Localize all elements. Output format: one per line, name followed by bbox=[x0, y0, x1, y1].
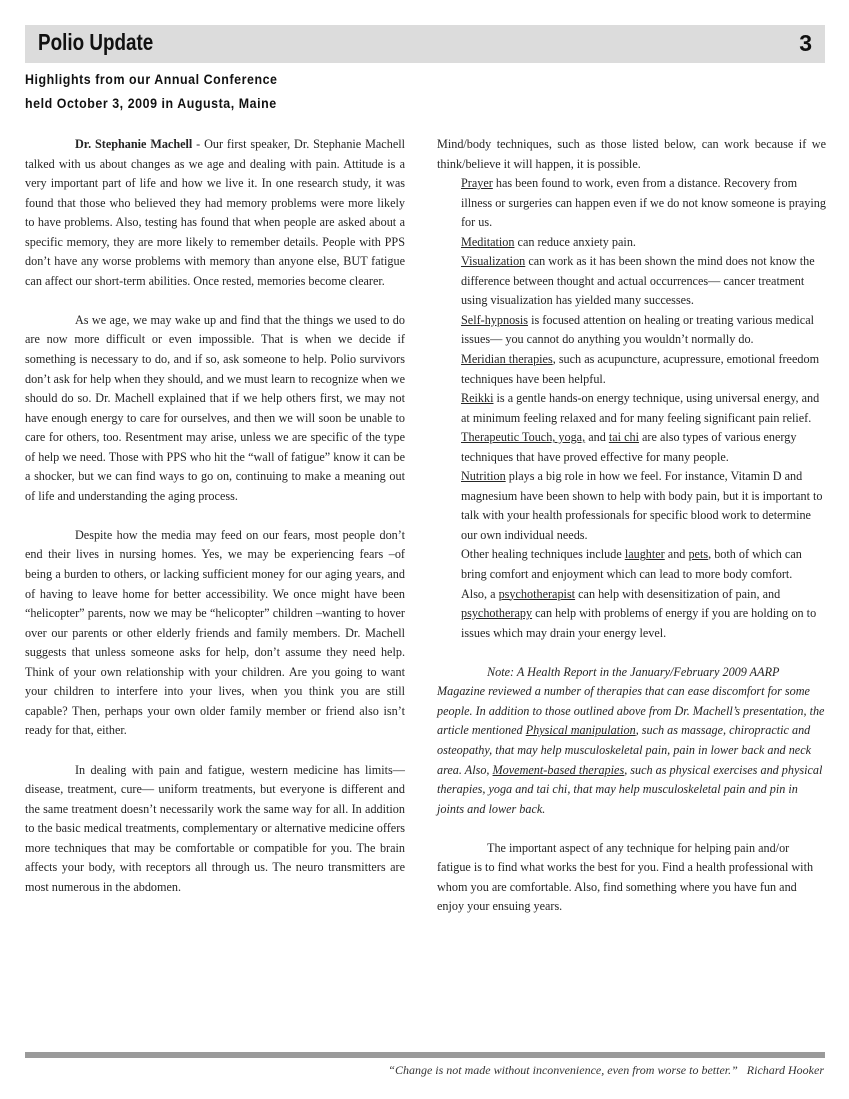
paragraph-speaker-intro bbox=[25, 135, 405, 291]
text: and bbox=[585, 430, 609, 445]
technique-prayer bbox=[437, 174, 826, 233]
text: Note: A Health Report in the January/February 2009 AARP Magazine reviewed a number of therapies that can ease discomfort for some people. In addition to those outlined above from Dr. Machell’s presentation, the article mentioned bbox=[437, 664, 825, 738]
speaker-name: Dr. Stephanie Machell bbox=[75, 137, 193, 151]
term: tai chi bbox=[608, 430, 639, 445]
technique-other bbox=[437, 545, 826, 584]
term: psychotherapy bbox=[461, 606, 533, 621]
text: can reduce anxiety pain. bbox=[514, 234, 636, 249]
quote-text: “Change is not made without inconvenience, even from worse to better.” bbox=[388, 1063, 738, 1077]
text: is focused attention on healing or treating various medical issues— you cannot do anything you wouldn’t normally do. bbox=[461, 312, 815, 347]
page-number: 3 bbox=[799, 30, 812, 56]
text: can help with problems of energy if you are holding on to issues which may drain your energy level. bbox=[461, 606, 817, 640]
term: Visualization bbox=[461, 254, 526, 269]
text: Other healing techniques include bbox=[461, 547, 625, 562]
term: Nutrition bbox=[461, 469, 506, 484]
text: can help with desensitization of pain, and bbox=[575, 586, 781, 601]
term: Reikki bbox=[461, 391, 494, 406]
quote-author: Richard Hooker bbox=[746, 1063, 824, 1077]
term: Physical manipulation bbox=[525, 723, 636, 738]
subheadline-line-2: held October 3, 2009 in Augusta, Maine bbox=[25, 96, 277, 111]
term: Meridian therapies bbox=[461, 352, 553, 367]
text: can work as it has been shown the mind does not know the difference between thought and actual occurrences— cancer treatment using visualization has yielded many successes. bbox=[461, 254, 815, 308]
paragraph-fears: Despite how the media may feed on our fears, most people don’t end their lives in nursing homes. Yes, we may be experiencing fears –of being a burden to others, or lacking sufficient money for our aging years, and of having to leave home for better accessibility. We once might have been “helicopter” parents, now we may be “helicopter” children –wanting to hover over our parents or other elderly friends and family members. Dr. Machell suggests that unless someone asks for help, don’t assume they need help. Think of your own relationship with your children. Are you going to want your children to interfere into your lives, when you think you are still capable? Then, perhaps your own older family member or friend also isn’t ready for that, either. bbox=[25, 527, 405, 738]
paragraph-pain-fatigue: In dealing with pain and fatigue, western medicine has limits— disease, treatment, cure— uniform treatments, but everyone is different and the same treatment doesn’t necessarily work the same way for all. In addition to the basic medical treatments, complementary or alternative medicine offers more techniques that may be comfortable or compatible for you. The brain affects your body, with receptors all through us. The neuro transmitters are most numerous in the abdomen. bbox=[25, 762, 405, 894]
text: is a gentle hands-on energy technique, using universal energy, and at minimum feeling relaxed and for many feeling significant pain relief. bbox=[461, 391, 820, 425]
term: psychotherapist bbox=[498, 586, 576, 601]
term: Movement-based therapies bbox=[492, 762, 625, 777]
footer-rule bbox=[25, 1052, 825, 1058]
term: Therapeutic Touch, yoga, bbox=[461, 430, 586, 445]
term: Prayer bbox=[461, 176, 493, 191]
technique-meditation bbox=[437, 233, 826, 253]
technique-visualization bbox=[437, 252, 826, 311]
text: , such as physical exercises and physical therapies, yoga and tai chi, that may help musculoskeletal pain and pin in joints and lower back. bbox=[437, 762, 823, 816]
text: are also types of various energy techniques that have proved effective for many people. bbox=[461, 430, 797, 464]
text: has been found to work, even from a distance. Recovery from illness or surgeries can happen even if we do not know someone is praying for us. bbox=[461, 176, 826, 230]
paragraph-text: - Our first speaker, Dr. Stephanie Machell talked with us about changes as we age and dealing with pain. Attitude is a very important part of life and how we live it. In one research study, it was found that those who believed they had memory problems were more likely to have problems. Also, testing has found that when people are asked about a specific memory, they are more likely to remember details. People with PPS don’t have any worse problems with memory than anyone else, BUT fatigue can affect our short-term abilities. Once rested, memories become clearer. bbox=[25, 137, 405, 288]
text: , both of which can bring comfort and enjoyment which can lead to more body comfort. bbox=[461, 547, 802, 582]
technique-self-hypnosis bbox=[437, 311, 826, 350]
text: plays a big role in how we feel. For instance, Vitamin D and magnesium have been shown to help with body pain, but it is important to talk with your health professionals for specific blood work to determine our own individual needs. bbox=[461, 469, 823, 542]
footer-quote bbox=[388, 1063, 824, 1078]
technique-psychotherapy bbox=[437, 585, 826, 644]
health-report-note bbox=[437, 663, 826, 819]
term: pets bbox=[688, 547, 709, 562]
techniques-intro: Mind/body techniques, such as those listed below, can work because if we think/believe it will happen, it is possible. bbox=[437, 137, 826, 171]
text: , such as massage, chiropractic and osteopathy, that may help musculoskeletal pain, pain in lower back and neck area. Also, bbox=[437, 723, 812, 777]
term: Meditation bbox=[461, 234, 515, 249]
text: Also, a bbox=[461, 586, 499, 601]
text: and bbox=[664, 547, 689, 562]
technique-nutrition bbox=[437, 467, 826, 545]
newsletter-title: Polio Update bbox=[38, 29, 154, 55]
term: laughter bbox=[624, 547, 665, 562]
paragraph-aging: As we age, we may wake up and find that the things we used to do are now more difficult or even impossible. That is when we decide if something is necessary to do, and if so, ask someone to help. Polio survivors don’t ask for help when they should, and we must learn to recognize when we should do so. Dr. Machell explained that if we help others first, we may not have enough energy to care for ourselves, and then we will soon be unable to care for others, too. Resentment may arise, unless we are specific of the type of help we need. Those with PPS who hit the “wall of fatigue” know it can be a shocker, but we can find ways to go on, continuing to make a meaning out of life and understanding the aging process. bbox=[25, 312, 405, 503]
technique-reikki bbox=[437, 389, 826, 428]
right-column bbox=[437, 135, 826, 917]
term: Self-hypnosis bbox=[461, 312, 529, 327]
text: , such as acupuncture, acupressure, emotional freedom techniques have been helpful. bbox=[461, 352, 820, 386]
left-column bbox=[25, 135, 405, 917]
subheadline-line-1: Highlights from our Annual Conference bbox=[25, 72, 278, 87]
closing-paragraph: The important aspect of any technique for helping pain and/or fatigue is to find what works the best for you. Find a health professional with whom you are comfortable. Also, find something where you have fun and enjoy your ensuing years. bbox=[437, 840, 814, 914]
technique-therapeutic-touch bbox=[437, 428, 826, 467]
technique-meridian bbox=[437, 350, 826, 389]
